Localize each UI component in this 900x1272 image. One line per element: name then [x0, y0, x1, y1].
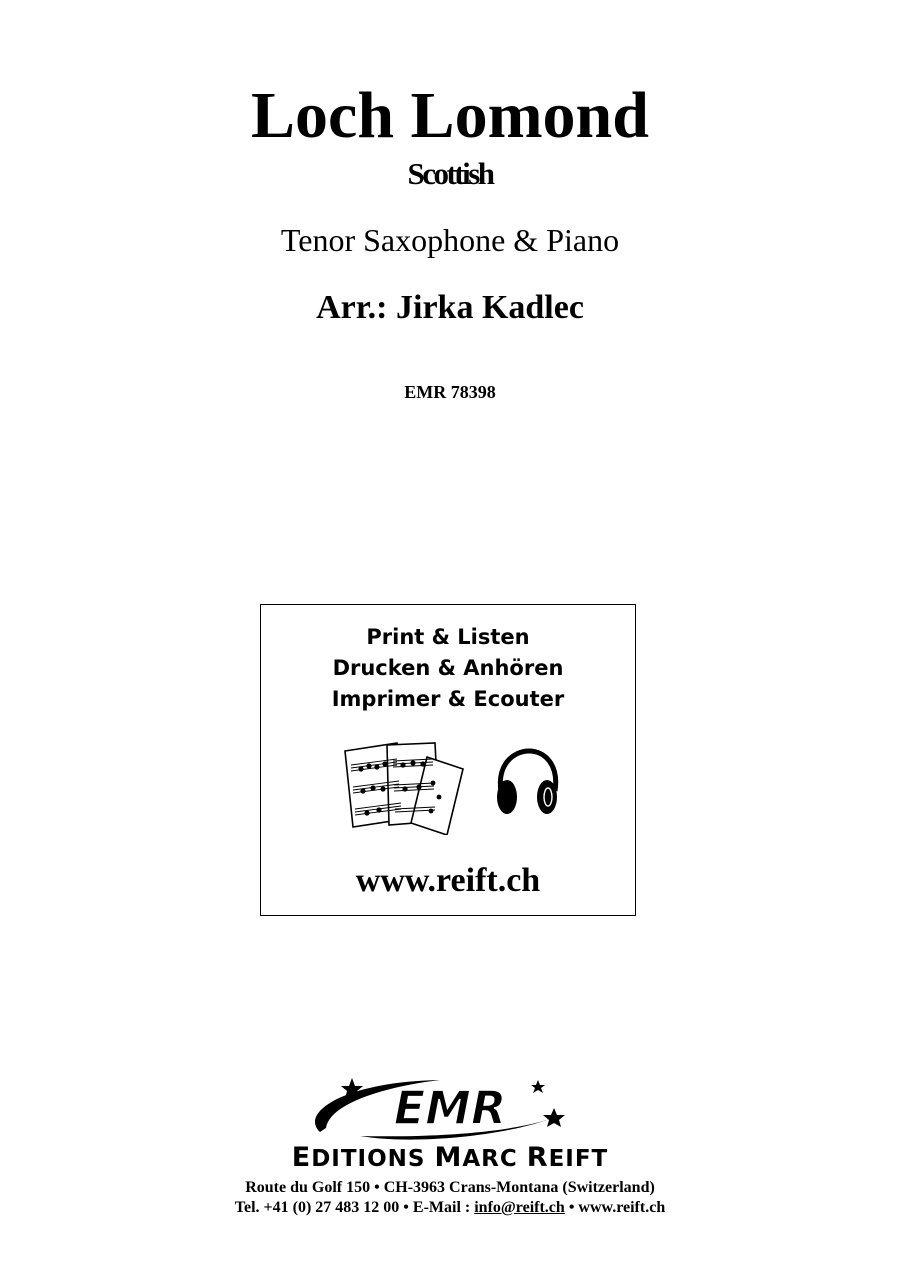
logo-text: EMR	[393, 1081, 507, 1135]
publisher-name-m: M	[434, 1142, 463, 1173]
page-title: Loch Lomond	[251, 79, 649, 152]
catalog-number: EMR 78398	[404, 382, 496, 402]
publisher-web: • www.reift.ch	[564, 1199, 666, 1216]
publisher-name-e: E	[291, 1142, 312, 1173]
publisher-tel: Tel. +41 (0) 27 483 12 00 • E-Mail :	[234, 1199, 475, 1216]
publisher-name-ditions: DITIONS	[311, 1146, 435, 1172]
promo-line-de: Drucken & Anhören	[332, 656, 564, 680]
publisher-contact	[0, 1198, 900, 1218]
publisher-name-r: R	[526, 1142, 549, 1173]
print-listen-box	[260, 604, 636, 916]
publisher-address: Route du Golf 150 • CH-3963 Crans-Montana (Switzerland)	[245, 1179, 655, 1196]
arranger: Arr.: Jirka Kadlec	[316, 289, 584, 326]
promo-line-fr: Imprimer & Ecouter	[331, 687, 565, 711]
subtitle: Scottish	[407, 156, 493, 191]
sheet-music-icon	[339, 739, 469, 835]
promo-line-en: Print & Listen	[366, 625, 530, 649]
headphones-icon	[493, 747, 563, 819]
emr-logo	[300, 1074, 590, 1144]
promo-url: www.reift.ch	[355, 862, 541, 899]
publisher-name-eift: EIFT	[548, 1146, 609, 1172]
instrumentation: Tenor Saxophone & Piano	[280, 222, 620, 258]
publisher-name-arc: ARC	[462, 1146, 527, 1172]
email-link[interactable]: info@reift.ch	[474, 1199, 565, 1216]
publisher-name	[0, 1143, 900, 1174]
